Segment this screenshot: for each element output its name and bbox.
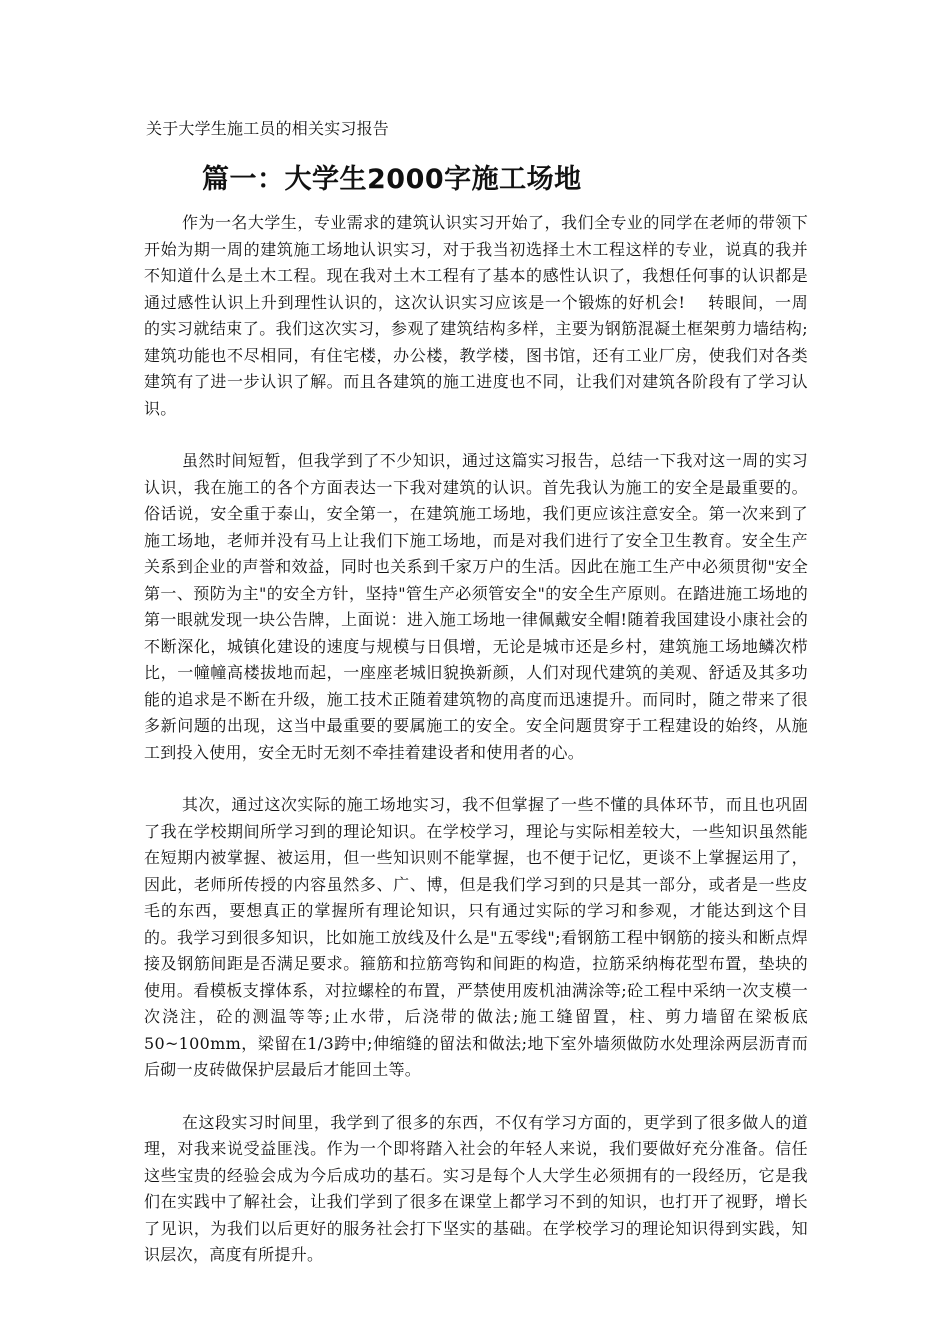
- paragraph-3: 其次，通过这次实际的施工场地实习，我不但掌握了一些不懂的具体环节，而且也巩固了我在学校期间所学习到的理论知识。在学校学习，理论与实际相差较大，一些知识虽然能在短期内被掌握、被运用，但一些知识则不能掌握，也不便于记忆，更谈不上掌握运用了，因此，老师所传授的内容虽然多、广、博，但是我们学习到的只是其一部分，或者是一些皮毛的东西，要想真正的掌握所有理论知识，只有通过实际的学习和参观，才能达到这个目的。我学习到很多知识，比如施工放线及什么是"五零线";看钢筋工程中钢筋的接头和断点焊接及钢筋间距是否满足要求。箍筋和拉筋弯钩和间距的构造，拉筋采纳梅花型布置，垫块的使用。看模板支撑体系，对拉螺栓的布置，严禁使用废机油满涂等;砼工程中采纳一次支模一次浇注，砼的测温等等;止水带，后浇带的做法;施工缝留置，柱、剪力墙留在梁板底 50~100mm，梁留在1/3跨中;伸缩缝的留法和做法;地下室外墙须做防水处理涂两层沥青而后砌一皮砖做保护层最后才能回土等。: [144, 795, 830, 1079]
- document-title: 关于大学生施工员的相关实习报告: [146, 119, 390, 138]
- paragraph-4: 在这段实习时间里，我学到了很多的东西，不仅有学习方面的，更学到了很多做人的道理，对我来说受益匪浅。作为一个即将踏入社会的年轻人来说，我们要做好充分准备。信任这些宝贵的经验会成为今后成功的基石。实习是每个人大学生必须拥有的一段经历，它是我们在实践中了解社会，让我们学到了很多在课堂上都学习不到的知识，也打开了视野，增长了见识，为我们以后更好的服务社会打下坚实的基础。在学校学习的理论知识得到实践，知识层次，高度有所提升。: [144, 1112, 808, 1264]
- paragraph-1: 作为一名大学生，专业需求的建筑认识实习开始了，我们全专业的同学在老师的带领下开始为期一周的建筑施工场地认识实习，对于我当初选择土木工程这样的专业，说真的我并不知道什么是土木工程。现在我对土木工程有了基本的感性认识了，我想任何事的认识都是通过感性认识上升到理性认识的，这次认识实习应该是一个锻炼的好机会! 转眼间，一周的实习就结束了。我们这次实习，参观了建筑结构多样，主要为钢筋混凝土框架剪力墙结构;建筑功能也不尽相同，有住宅楼，办公楼，教学楼，图书馆，还有工业厂房，使我们对各类建筑有了进一步认识了解。而且各建筑的施工进度也不同，让我们对建筑各阶段有了学习认识。: [144, 213, 808, 418]
- section-heading: 篇一：大学生2000字施工场地: [202, 164, 582, 195]
- body-text: [144, 210, 830, 1295]
- paragraph-2: 虽然时间短暂，但我学到了不少知识，通过这篇实习报告，总结一下我对这一周的实习认识，我在施工的各个方面表达一下我对建筑的认识。首先我认为施工的安全是最重要的。俗话说，安全重于泰山，安全第一，在建筑施工场地，我们更应该注意安全。第一次来到了施工场地，老师并没有马上让我们下施工场地，而是对我们进行了安全卫生教育。安全生产关系到企业的声誉和效益，同时也关系到千家万户的生活。因此在施工生产中必须贯彻"安全第一、预防为主"的安全方针，坚持"管生产必须管安全"的安全生产原则。在踏进施工场地的第一眼就发现一块公告牌，上面说：进入施工场地一律佩戴安全帽!随着我国建设小康社会的不断深化，城镇化建设的速度与规模与日俱增，无论是城市还是乡村，建筑施工场地鳞次栉比，一幢幢高楼拔地而起，一座座老城旧貌换新颜，人们对现代建筑的美观、舒适及其多功能的追求是不断在升级，施工技术正随着建筑物的高度而迅速提升。而同时，随之带来了很多新问题的出现，这当中最重要的要属施工的安全。安全问题贯穿于工程建设的始终，从施工到投入使用，安全无时无刻不牵挂着建设者和使用者的心。: [144, 451, 808, 762]
